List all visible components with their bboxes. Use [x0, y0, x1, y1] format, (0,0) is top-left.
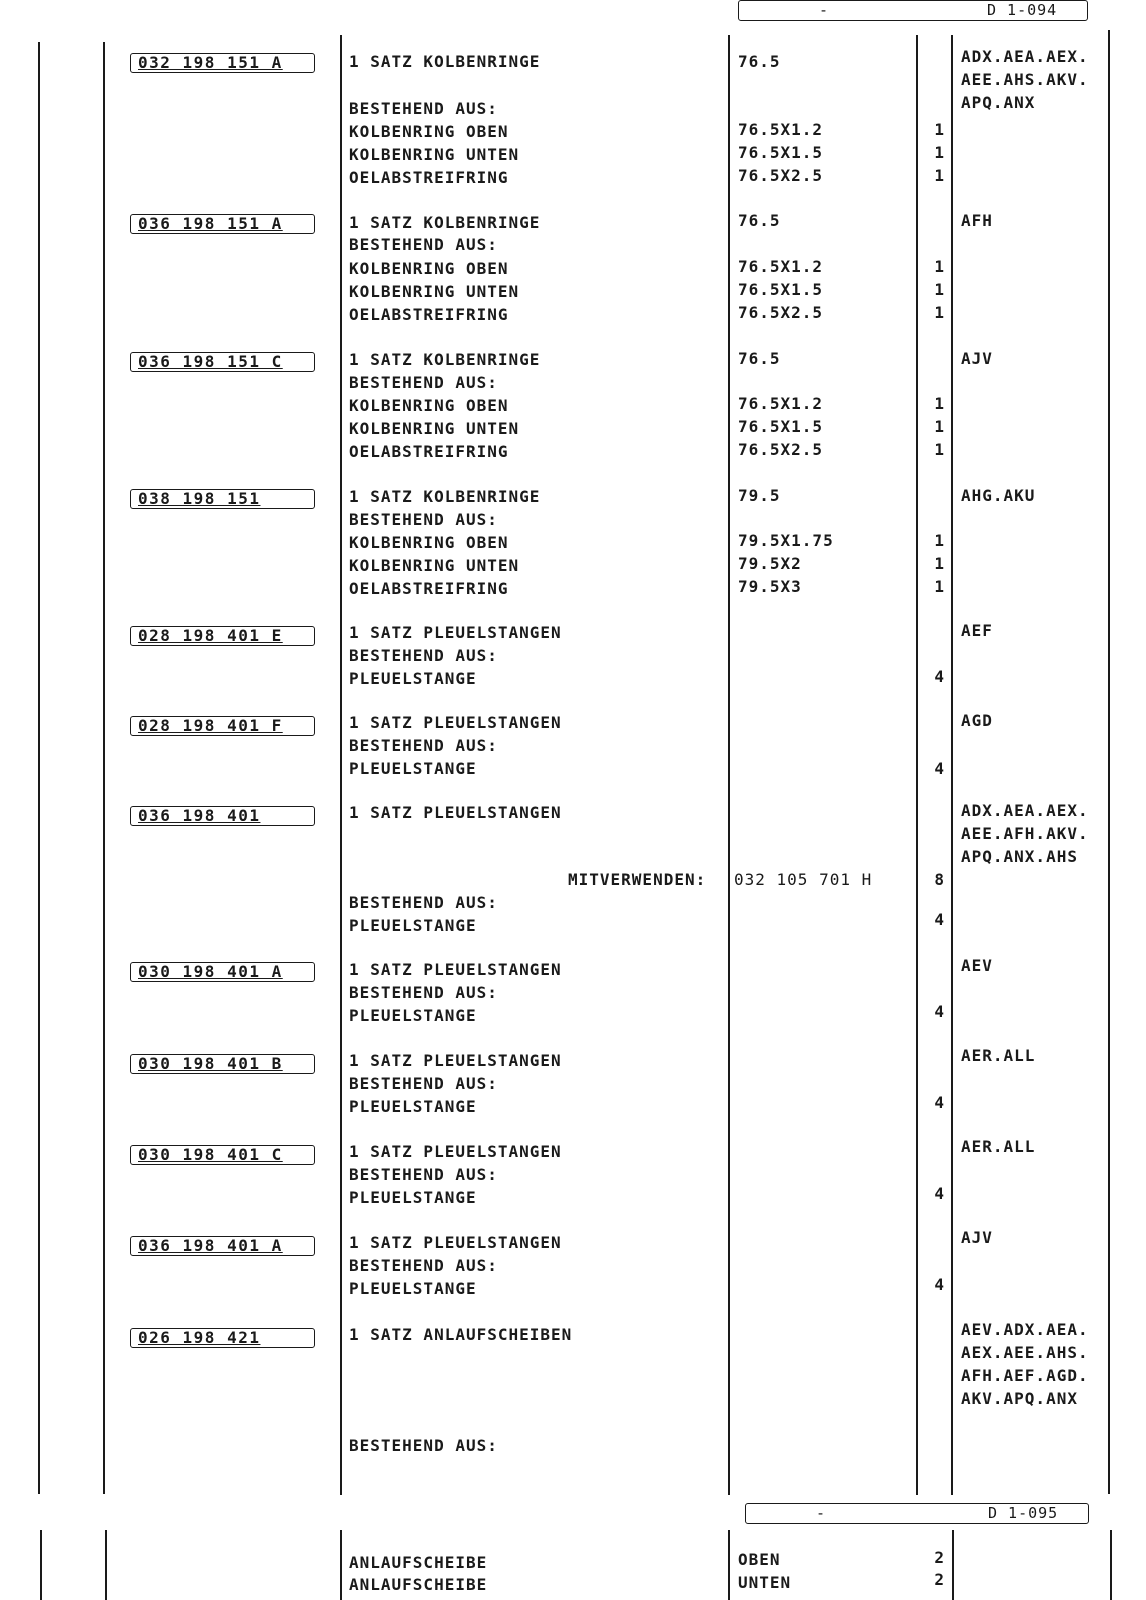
also-use-qty: 8 — [934, 870, 945, 889]
part-title: 1 SATZ PLEUELSTANGEN — [349, 1051, 562, 1070]
part-title: 1 SATZ PLEUELSTANGEN — [349, 960, 562, 979]
component-name: PLEUELSTANGE — [349, 1188, 477, 1207]
component-spec: 76.5X2.5 — [738, 166, 824, 185]
component-spec: 76.5X2.5 — [738, 303, 824, 322]
part-title: 1 SATZ KOLBENRINGE — [349, 350, 541, 369]
component-qty: 1 — [934, 554, 945, 573]
component-qty: 1 — [934, 257, 945, 276]
model-codes: AEE.AFH.AKV. — [961, 824, 1089, 843]
part-number-box — [130, 214, 315, 234]
consists-of-label: BESTEHEND AUS: — [349, 1165, 498, 1184]
component-spec: 76.5X1.5 — [738, 280, 824, 299]
model-codes: AEE.AHS.AKV. — [961, 70, 1089, 89]
consists-of-label: BESTEHEND AUS: — [349, 373, 498, 392]
part-number-box — [130, 1054, 315, 1074]
part-title: 1 SATZ PLEUELSTANGEN — [349, 1233, 562, 1252]
part-number: 028 198 401 F — [138, 716, 283, 735]
column-rule — [1108, 30, 1110, 1494]
component-name: ANLAUFSCHEIBE — [349, 1575, 488, 1594]
part-spec: 76.5 — [738, 211, 781, 230]
component-spec: UNTEN — [738, 1573, 792, 1592]
part-number: 030 198 401 B — [138, 1054, 283, 1073]
component-spec: 76.5X1.2 — [738, 120, 824, 139]
component-name: OELABSTREIFRING — [349, 305, 509, 324]
part-number: 038 198 151 — [138, 489, 261, 508]
model-codes: AEV.ADX.AEA. — [961, 1320, 1089, 1339]
column-rule — [340, 35, 342, 1495]
component-qty: 1 — [934, 440, 945, 459]
column-rule — [916, 35, 918, 1495]
model-codes: AGD — [961, 711, 993, 730]
column-rule — [1110, 1530, 1112, 1600]
component-qty: 2 — [934, 1548, 945, 1567]
component-name: PLEUELSTANGE — [349, 916, 477, 935]
component-name: OELABSTREIFRING — [349, 442, 509, 461]
page-header-bottom — [745, 1503, 1089, 1524]
component-qty: 4 — [934, 910, 945, 929]
part-spec: 76.5 — [738, 52, 781, 71]
component-spec: 79.5X3 — [738, 577, 802, 596]
page-header-top — [738, 0, 1088, 21]
part-number-box — [130, 626, 315, 646]
component-name: OELABSTREIFRING — [349, 168, 509, 187]
consists-of-label: BESTEHEND AUS: — [349, 510, 498, 529]
consists-of-label: BESTEHEND AUS: — [349, 646, 498, 665]
part-number-box — [130, 53, 315, 73]
part-number-box — [130, 806, 315, 826]
component-name: KOLBENRING OBEN — [349, 533, 509, 552]
model-codes: AJV — [961, 349, 993, 368]
column-rule — [38, 42, 40, 1494]
column-rule — [952, 1530, 954, 1600]
component-name: PLEUELSTANGE — [349, 1279, 477, 1298]
component-name: KOLBENRING OBEN — [349, 259, 509, 278]
part-spec: 76.5 — [738, 349, 781, 368]
part-title: 1 SATZ PLEUELSTANGEN — [349, 803, 562, 822]
part-title: 1 SATZ PLEUELSTANGEN — [349, 623, 562, 642]
component-spec: OBEN — [738, 1550, 781, 1569]
part-title: 1 SATZ KOLBENRINGE — [349, 213, 541, 232]
component-qty: 1 — [934, 394, 945, 413]
consists-of-label: BESTEHEND AUS: — [349, 1074, 498, 1093]
part-number-box — [130, 1145, 315, 1165]
component-name: KOLBENRING UNTEN — [349, 145, 520, 164]
consists-of-label: BESTEHEND AUS: — [349, 983, 498, 1002]
consists-of-label: BESTEHEND AUS: — [349, 893, 498, 912]
component-qty: 1 — [934, 417, 945, 436]
part-number-box — [130, 1236, 315, 1256]
part-number-box — [130, 352, 315, 372]
component-qty: 4 — [934, 1184, 945, 1203]
component-name: KOLBENRING UNTEN — [349, 419, 520, 438]
component-spec: 76.5X1.2 — [738, 257, 824, 276]
component-qty: 1 — [934, 143, 945, 162]
part-number-box — [130, 962, 315, 982]
model-codes: AFH — [961, 211, 993, 230]
part-title: 1 SATZ PLEUELSTANGEN — [349, 1142, 562, 1161]
consists-of-label: BESTEHEND AUS: — [349, 1256, 498, 1275]
page-header-dash: - — [816, 1504, 827, 1522]
component-name: KOLBENRING OBEN — [349, 396, 509, 415]
component-name: PLEUELSTANGE — [349, 669, 477, 688]
model-codes: AHG.AKU — [961, 486, 1036, 505]
part-number: 032 198 151 A — [138, 53, 283, 72]
component-qty: 4 — [934, 1093, 945, 1112]
component-qty: 2 — [934, 1570, 945, 1589]
model-codes: ADX.AEA.AEX. — [961, 801, 1089, 820]
component-qty: 1 — [934, 303, 945, 322]
part-title: 1 SATZ KOLBENRINGE — [349, 487, 541, 506]
model-codes: AEF — [961, 621, 993, 640]
part-number: 026 198 421 — [138, 1328, 261, 1347]
column-rule — [105, 1530, 107, 1600]
model-codes: AFH.AEF.AGD. — [961, 1366, 1089, 1385]
component-spec: 76.5X1.5 — [738, 143, 824, 162]
column-rule — [40, 1530, 42, 1600]
part-number: 030 198 401 C — [138, 1145, 283, 1164]
part-title: 1 SATZ ANLAUFSCHEIBEN — [349, 1325, 573, 1344]
component-qty: 1 — [934, 120, 945, 139]
model-codes: AEV — [961, 956, 993, 975]
component-spec: 76.5X2.5 — [738, 440, 824, 459]
component-qty: 4 — [934, 1002, 945, 1021]
component-spec: 76.5X1.2 — [738, 394, 824, 413]
component-qty: 1 — [934, 280, 945, 299]
component-qty: 4 — [934, 1275, 945, 1294]
column-rule — [340, 1530, 342, 1600]
model-codes: AKV.APQ.ANX — [961, 1389, 1078, 1408]
column-rule — [728, 35, 730, 1495]
part-number: 028 198 401 E — [138, 626, 283, 645]
component-qty: 1 — [934, 577, 945, 596]
column-rule — [951, 35, 953, 1495]
component-name: PLEUELSTANGE — [349, 1097, 477, 1116]
component-qty: 4 — [934, 759, 945, 778]
also-use-part-number: 032 105 701 H — [734, 870, 873, 889]
part-title: 1 SATZ PLEUELSTANGEN — [349, 713, 562, 732]
component-qty: 1 — [934, 166, 945, 185]
component-name: ANLAUFSCHEIBE — [349, 1553, 488, 1572]
component-spec: 76.5X1.5 — [738, 417, 824, 436]
model-codes: APQ.ANX.AHS — [961, 847, 1078, 866]
component-spec: 79.5X1.75 — [738, 531, 834, 550]
part-number-box — [130, 1328, 315, 1348]
page-header-code: D 1-094 — [987, 1, 1058, 19]
model-codes: AJV — [961, 1228, 993, 1247]
consists-of-label: BESTEHEND AUS: — [349, 235, 498, 254]
part-number: 030 198 401 A — [138, 962, 283, 981]
part-title: 1 SATZ KOLBENRINGE — [349, 52, 541, 71]
page-header-code: D 1-095 — [988, 1504, 1059, 1522]
model-codes: AER.ALL — [961, 1137, 1036, 1156]
column-rule — [728, 1530, 730, 1600]
consists-of-label: BESTEHEND AUS: — [349, 99, 498, 118]
consists-of-label: BESTEHEND AUS: — [349, 736, 498, 755]
part-number: 036 198 401 A — [138, 1236, 283, 1255]
component-name: KOLBENRING OBEN — [349, 122, 509, 141]
component-name: KOLBENRING UNTEN — [349, 556, 520, 575]
component-name: PLEUELSTANGE — [349, 759, 477, 778]
column-rule — [103, 42, 105, 1494]
model-codes: AEX.AEE.AHS. — [961, 1343, 1089, 1362]
part-number-box — [130, 489, 315, 509]
part-number-box — [130, 716, 315, 736]
page-header-dash: - — [819, 1, 830, 19]
model-codes: APQ.ANX — [961, 93, 1036, 112]
component-qty: 1 — [934, 531, 945, 550]
model-codes: AER.ALL — [961, 1046, 1036, 1065]
part-number: 036 198 401 — [138, 806, 261, 825]
component-name: OELABSTREIFRING — [349, 579, 509, 598]
component-name: KOLBENRING UNTEN — [349, 282, 520, 301]
part-spec: 79.5 — [738, 486, 781, 505]
model-codes: ADX.AEA.AEX. — [961, 47, 1089, 66]
part-number: 036 198 151 A — [138, 214, 283, 233]
component-spec: 79.5X2 — [738, 554, 802, 573]
part-number: 036 198 151 C — [138, 352, 283, 371]
also-use-label: MITVERWENDEN: — [568, 870, 707, 889]
consists-of-label: BESTEHEND AUS: — [349, 1436, 498, 1455]
component-name: PLEUELSTANGE — [349, 1006, 477, 1025]
component-qty: 4 — [934, 667, 945, 686]
